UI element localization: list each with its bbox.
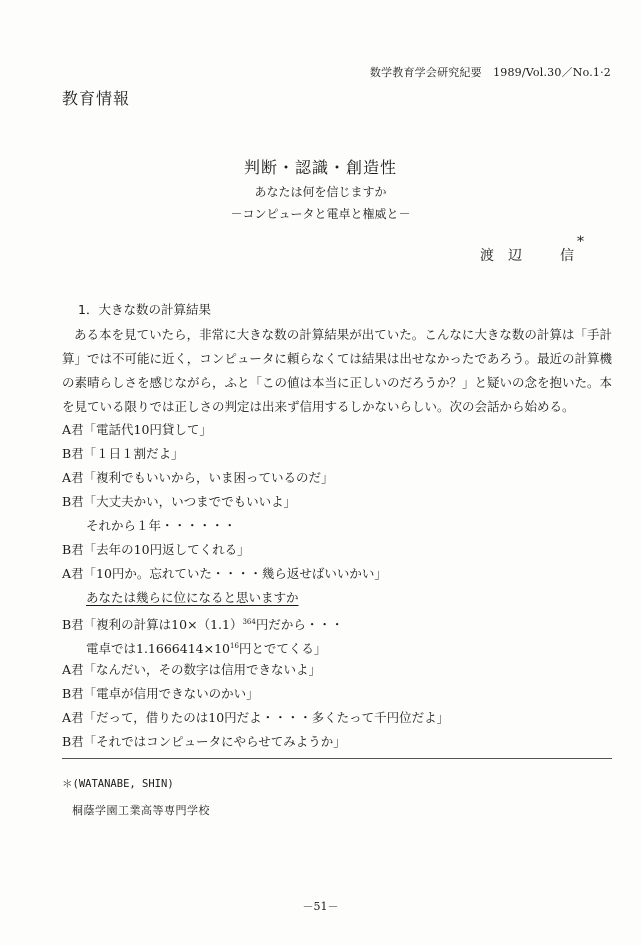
section-heading: 1．大きな数の計算結果 <box>78 302 211 317</box>
footnote-divider <box>62 758 612 759</box>
dialog-line: B君「去年の10円返してくれる」 <box>62 542 250 557</box>
dialog-line-calc <box>62 610 612 634</box>
intro-paragraph <box>62 323 612 419</box>
author-family-name: 渡 辺 <box>480 248 522 264</box>
dialog-line-calculator <box>62 634 612 658</box>
author-footnote-mark: * <box>577 234 584 250</box>
dialog-line: B君「それではコンピュータにやらせてみようか」 <box>62 734 346 749</box>
calc2-prefix: 電卓では1.1666414×10 <box>86 641 230 656</box>
article-subtitle: あなたは何を信じますか <box>254 185 387 199</box>
question-text: あなたは幾らに位になると思いますか <box>86 590 299 605</box>
dialog-line: B君「電卓が信用できないのかい」 <box>62 686 259 701</box>
dialog-line: A君「なんだい，その数字は信用できないよ」 <box>62 662 322 677</box>
dialog-line: A君「電話代10円貸して」 <box>62 422 212 437</box>
journal-header: 数学教育学会研究紀要 1989/Vol.30／No.1·2 <box>369 66 611 79</box>
calc-exponent: 364 <box>242 618 256 626</box>
dialog-line: B君「大丈夫かい，いつまででもいいよ」 <box>62 494 297 509</box>
section-label: 教育情報 <box>62 89 131 108</box>
question-line <box>62 586 612 610</box>
footnote-author: ＊(WATANABE, SHIN) <box>62 778 174 790</box>
page-number: －51－ <box>302 900 339 913</box>
footnote-affiliation: 桐蔭学園工業高等専門学校 <box>72 804 210 817</box>
article-title: 判断・認識・創造性 <box>243 158 397 177</box>
paragraph-text: ある本を見ていたら，非常に大きな数の計算結果が出ていた。こんなに大きな数の計算は「手計算」では不可能に近く，コンピュータに頼らなくては結果は出せなかったであろう。最近の計算機の素晴らしさを感じながら，ふと「この値は本当に正しいのだろうか？」と疑いの念を抱いた。本を見ている限りでは正しさの判定は出来ず信用するしかないらしい。次の会話から始める。 <box>62 327 613 414</box>
calc-prefix: B君「複利の計算は10×（1.1） <box>62 617 243 632</box>
calc2-suffix: 円とでてくる」 <box>238 641 327 656</box>
dialog-line: A君「複利でもいいから，いま困っているのだ」 <box>62 470 334 485</box>
calc2-exponent: 16 <box>229 642 239 650</box>
calc-suffix: 円だから・・・ <box>255 617 344 632</box>
dialog-line: B君「１日１割だよ」 <box>62 446 184 461</box>
article-subtitle-secondary: －コンピュータと電卓と権威と－ <box>230 207 411 221</box>
author-given-name: 信 <box>560 248 574 264</box>
dialog-line: A君「10円か。忘れていた・・・・幾ら返せばいいかい」 <box>62 566 387 581</box>
dialog-block <box>62 418 612 754</box>
dialog-line: A君「だって，借りたのは10円だよ・・・・多くたって千円位だよ」 <box>62 710 450 725</box>
narration-line: それから１年・・・・・・ <box>86 518 237 533</box>
